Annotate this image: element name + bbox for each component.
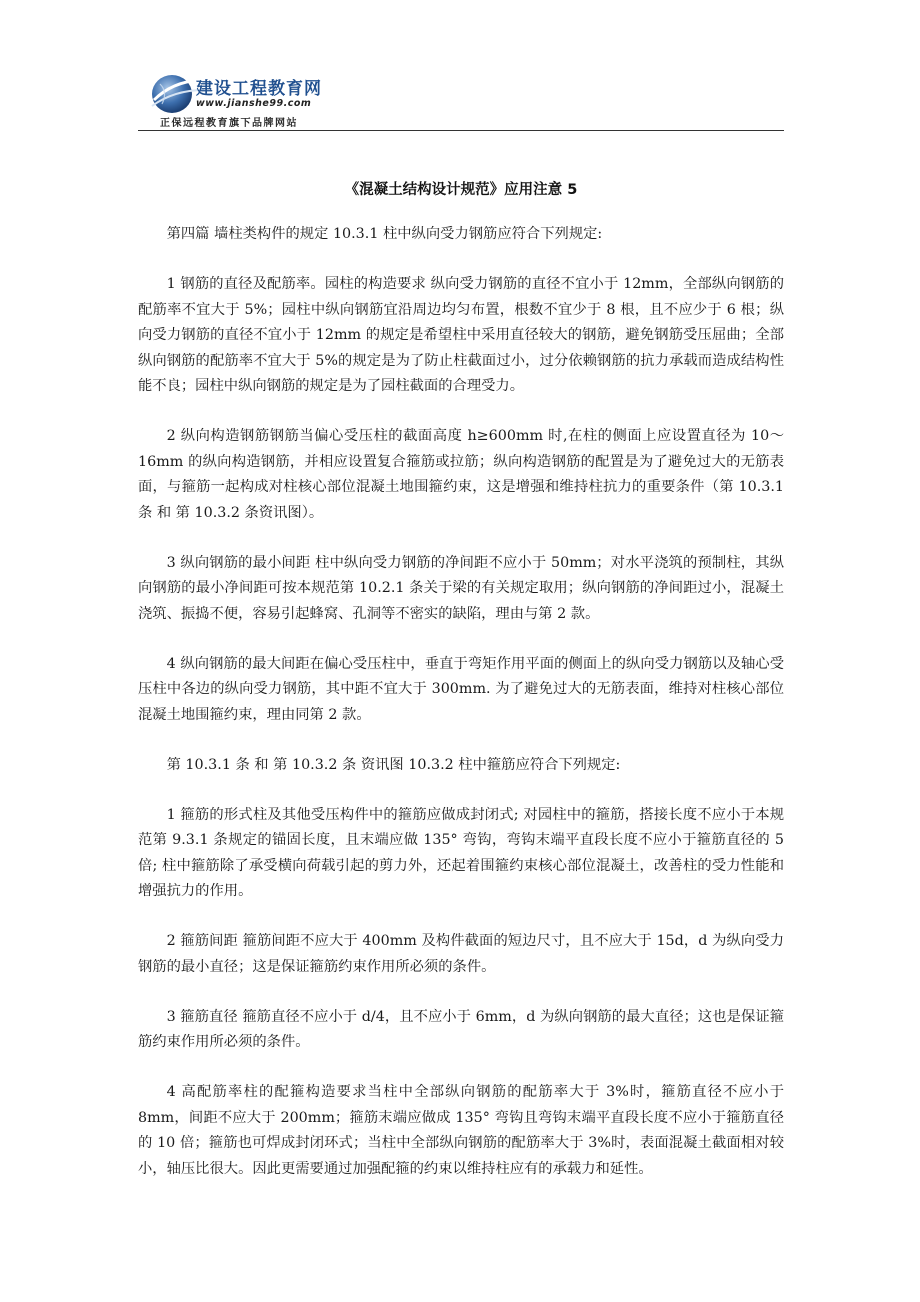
header-divider <box>138 130 784 131</box>
paragraph-constructional-rebar: 2 纵向构造钢筋钢筋当偏心受压柱的截面高度 h≥600mm 时,在柱的侧面上应设置直径为 10～16mm 的纵向构造钢筋，并相应设置复合箍筋或拉筋；纵向构造钢筋的配置是为了避免过大的无筋表面，与箍筋一起构成对柱核心部位混凝土地围箍约束，这是增强和维持柱抗力的重要条件（第 10.3.1 条 和 第 10.3.2 条资讯图）。 <box>138 428 784 521</box>
paragraph-intro: 第四篇 墙柱类构件的规定 10.3.1 柱中纵向受力钢筋应符合下列规定: <box>166 226 603 242</box>
paragraph-stirrup-intro: 第 10.3.1 条 和 第 10.3.2 条 资讯图 10.3.2 柱中箍筋应符合下列规定: <box>166 756 621 773</box>
logo-url: www.jianshe99.com <box>196 98 312 109</box>
page-header <box>138 62 784 130</box>
document-body <box>138 222 784 1207</box>
paragraph-max-spacing: 4 纵向钢筋的最大间距在偏心受压柱中，垂直于弯矩作用平面的侧面上的纵向受力钢筋以及轴心受压柱中各边的纵向受力钢筋，其中距不宜大于 300mm. 为了避免过大的无筋表面，维持对柱核心部位混凝土地围箍约束，理由同第 2 款。 <box>138 655 784 723</box>
logo-name: 建设工程教育网 <box>196 79 322 99</box>
paragraph-stirrup-spacing: 2 箍筋间距 箍筋间距不应大于 400mm 及构件截面的短边尺寸，且不应大于 15d，d 为纵向受力钢筋的最小直径；这是保证箍筋约束作用所必须的条件。 <box>138 933 784 975</box>
document-title: 《混凝土结构设计规范》应用注意 5 <box>344 182 578 198</box>
site-logo[interactable] <box>148 68 348 128</box>
logo-tagline: 正保远程教育旗下品牌网站 <box>160 118 298 129</box>
paragraph-stirrup-form: 1 箍筋的形式柱及其他受压构件中的箍筋应做成封闭式; 对园柱中的箍筋，搭接长度不应小于本规范第 9.3.1 条规定的锚固长度，且末端应做 135° 弯钩，弯钩末端平直段长度不应小于箍筋直径的 5 倍; 柱中箍筋除了承受横向荷载引起的剪力外，还起着围箍约束核心部位混凝土，改善柱的受力性能和增强抗力的作用。 <box>138 806 784 899</box>
paragraph-stirrup-diameter: 3 箍筋直径 箍筋直径不应小于 d/4，且不应小于 6mm，d 为纵向钢筋的最大直径；这也是保证箍筋约束作用所必须的条件。 <box>138 1008 784 1050</box>
paragraph-rebar-diameter: 1 钢筋的直径及配筋率。园柱的构造要求 纵向受力钢筋的直径不宜小于 12mm，全部纵向钢筋的配筋率不宜大于 5%；园柱中纵向钢筋宜沿周边均匀布置，根数不宜少于 8 根，且不应少于 6 根；纵向受力钢筋的直径不宜小于 12mm 的规定是希望柱中采用直径较大的钢筋，避免钢筋受压屈曲；全部纵向钢筋的配筋率不宜大于 5%的规定是为了防止柱截面过小，过分依赖钢筋的抗力承载而造成结构性能不良；园柱中纵向钢筋的规定是为了园柱截面的合理受力。 <box>138 276 784 394</box>
paragraph-high-ratio: 4 高配筋率柱的配箍构造要求当柱中全部纵向钢筋的配筋率大于 3%时，箍筋直径不应小于 8mm，间距不应大于 200mm；箍筋末端应做成 135° 弯钩且弯钩末端平直段长度不应小于箍筋直径的 10 倍；箍筋也可焊成封闭环式；当柱中全部纵向钢筋的配筋率大于 3%时，表面混凝土截面相对较小，轴压比很大。因此更需要通过加强配箍的约束以维持柱应有的承载力和延性。 <box>138 1084 784 1177</box>
paragraph-min-spacing: 3 纵向钢筋的最小间距 柱中纵向受力钢筋的净间距不应小于 50mm；对水平浇筑的预制柱，其纵向钢筋的最小净间距可按本规范第 10.2.1 条关于梁的有关规定取用；纵向钢筋的净间距过小，混凝土浇筑、振捣不便，容易引起蜂窝、孔洞等不密实的缺陷，理由与第 2 款。 <box>138 554 784 622</box>
